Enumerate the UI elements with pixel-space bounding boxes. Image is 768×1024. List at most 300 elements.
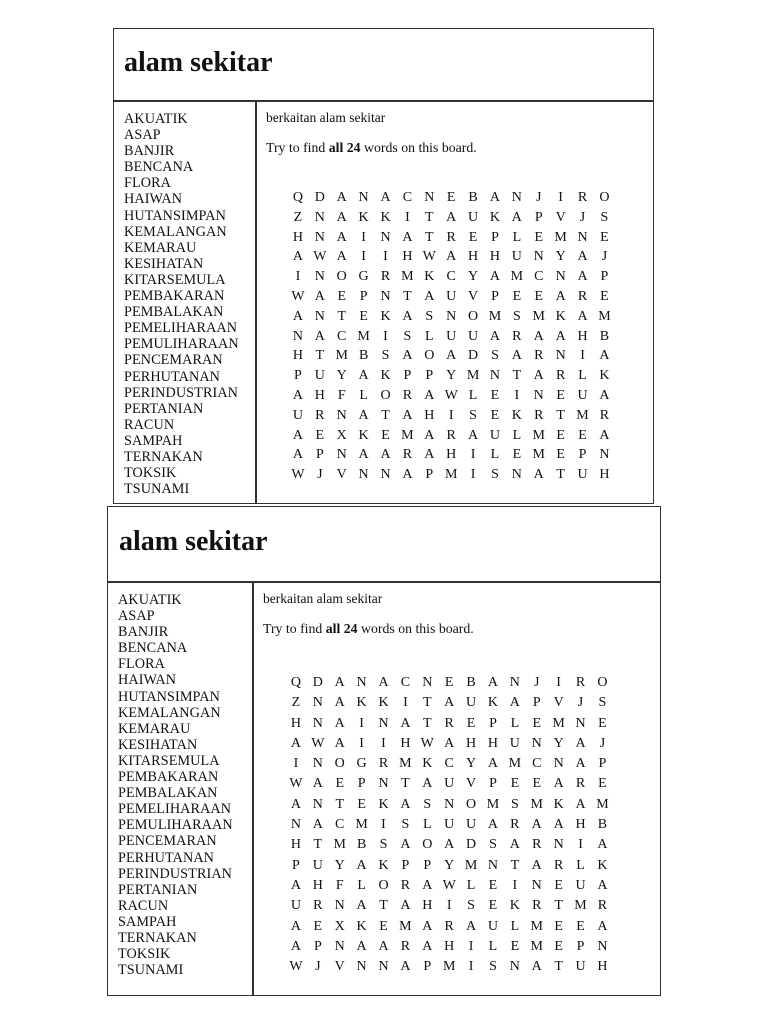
word-list-item: HUTANSIMPAN <box>118 688 220 705</box>
grid-letter: M <box>399 918 412 934</box>
grid-letter: U <box>577 467 588 483</box>
grid-letter: M <box>532 447 545 463</box>
grid-letter: A <box>336 209 347 225</box>
grid-letter: R <box>534 407 544 423</box>
grid-letter: W <box>311 735 325 751</box>
grid-letter: M <box>486 796 500 812</box>
grid-letter: N <box>334 898 345 914</box>
grid-letter: A <box>424 288 435 304</box>
word-list-item: PEMBALAKAN <box>124 304 224 321</box>
grid-letter: E <box>488 898 498 914</box>
word-list <box>108 583 254 995</box>
grid-letter: S <box>598 695 607 711</box>
grid-letter: A <box>575 735 586 751</box>
grid-letter: A <box>424 447 435 463</box>
grid-letter: K <box>356 918 367 934</box>
grid-letter: M <box>532 308 545 324</box>
grid-letter: A <box>531 857 542 873</box>
grid-letter: H <box>290 715 301 731</box>
grid-letter: E <box>488 877 498 893</box>
grid-letter: E <box>315 427 325 443</box>
grid-letter: A <box>422 918 433 934</box>
grid-letter: C <box>337 328 347 344</box>
grid-letter: W <box>442 877 456 893</box>
grid-letter: W <box>313 249 327 265</box>
grid-letter: T <box>401 776 410 792</box>
grid-letter: K <box>553 796 564 812</box>
grid-letter: T <box>403 288 412 304</box>
grid-letter: N <box>599 447 610 463</box>
grid-letter: B <box>597 817 608 833</box>
grid-letter: A <box>422 877 433 893</box>
grid-letter: N <box>378 776 389 792</box>
grid-letter: U <box>468 209 479 225</box>
grid-letter: A <box>336 249 347 265</box>
grid-letter: E <box>381 427 390 443</box>
grid-letter: P <box>491 288 499 304</box>
grid-letter: A <box>314 328 325 344</box>
grid-letter: R <box>577 190 588 205</box>
grid-letter: N <box>314 229 325 245</box>
hint-emphasis: all 24 <box>325 621 358 636</box>
grid-letter: N <box>312 695 323 711</box>
grid-letter: A <box>402 229 413 245</box>
grid-letter: A <box>402 308 413 324</box>
word-list-item: TOKSIK <box>124 465 177 482</box>
word-list-item: AKUATIK <box>118 592 182 608</box>
word-list-item: HAIWAN <box>118 672 177 689</box>
grid-letter: I <box>580 348 585 364</box>
grid-letter: A <box>511 209 522 225</box>
grid-letter: A <box>487 675 499 690</box>
grid-letter: A <box>444 695 455 711</box>
grid-letter: V <box>334 959 345 975</box>
grid-letter: A <box>336 229 347 245</box>
word-list-item: PERHUTANAN <box>118 849 215 866</box>
grid-letter: A <box>466 918 477 934</box>
word-list-item: KEMALANGAN <box>118 704 221 721</box>
grid-letter: K <box>380 308 391 324</box>
grid-letter: O <box>422 837 433 853</box>
word-list-item: KEMALANGAN <box>124 223 227 240</box>
grid-letter: M <box>508 756 522 772</box>
grid-letter: X <box>336 427 347 443</box>
grid-letter: A <box>400 715 411 731</box>
grid-letter: E <box>490 387 500 403</box>
grid-letter: I <box>558 190 563 205</box>
grid-letter: T <box>423 715 432 731</box>
grid-letter: U <box>292 407 303 423</box>
word-list-item: FLORA <box>118 656 166 673</box>
grid-letter: E <box>335 776 344 792</box>
grid-letter: P <box>315 447 324 463</box>
grid-letter: T <box>556 407 565 423</box>
grid-letter: A <box>577 269 588 285</box>
grid-letter: N <box>292 328 303 344</box>
grid-letter: R <box>555 368 566 384</box>
grid-letter: Q <box>292 190 303 205</box>
word-list-item: KESIHATAN <box>124 255 204 272</box>
grid-letter: A <box>356 938 367 954</box>
grid-letter: E <box>556 387 565 403</box>
grid-letter: U <box>446 288 457 304</box>
grid-letter: A <box>575 756 586 772</box>
grid-letter: H <box>444 938 455 954</box>
grid-letter: R <box>444 918 454 934</box>
word-list-item: PEMELIHARAAN <box>118 801 232 818</box>
grid-letter: N <box>356 959 367 975</box>
grid-letter: J <box>579 209 586 225</box>
grid-letter: A <box>575 796 586 812</box>
grid-letter: S <box>379 837 388 853</box>
hint-suffix: words on this board. <box>360 140 477 155</box>
grid-letter: A <box>555 328 566 344</box>
grid-letter: E <box>600 288 609 304</box>
grid-letter: A <box>555 288 566 304</box>
title-bar <box>108 507 660 583</box>
grid-letter: B <box>466 675 476 690</box>
grid-letter: J <box>577 695 584 711</box>
puzzle-sheet-top <box>113 28 654 504</box>
grid-letter: L <box>510 918 520 934</box>
word-list-item: SAMPAH <box>124 432 183 449</box>
grid-letter: A <box>531 817 542 833</box>
hint-suffix: words on this board. <box>357 621 474 636</box>
grid-letter: J <box>536 190 542 205</box>
grid-letter: A <box>378 938 389 954</box>
grid-letter: M <box>399 756 412 772</box>
grid-letter: R <box>532 898 542 914</box>
grid-letter: A <box>597 877 608 893</box>
grid-letter: E <box>444 675 454 690</box>
grid-letter: E <box>468 229 478 245</box>
grid-letter: K <box>599 368 610 384</box>
grid-letter: D <box>466 837 477 853</box>
grid-letter: R <box>313 898 323 914</box>
grid-letter: A <box>334 715 345 731</box>
grid-letter: A <box>334 735 345 751</box>
word-list-item: SAMPAH <box>118 913 177 930</box>
grid-letter: S <box>469 407 477 423</box>
grid-letter: U <box>487 918 499 934</box>
grid-letter: A <box>336 190 347 205</box>
grid-letter: C <box>534 269 544 285</box>
grid-letter: A <box>422 938 433 954</box>
grid-letter: H <box>577 328 588 344</box>
puzzle-hint <box>266 140 477 156</box>
grid-letter: O <box>599 190 610 205</box>
grid-letter: U <box>511 249 522 265</box>
grid-letter: N <box>358 190 369 205</box>
grid-letter: U <box>290 898 301 914</box>
grid-letter: Y <box>446 368 457 384</box>
grid-letter: A <box>290 938 301 954</box>
grid-letter: C <box>446 269 456 285</box>
grid-letter: A <box>597 918 608 934</box>
page-title: alam sekitar <box>119 526 268 557</box>
puzzle-description: berkaitan alam sekitar <box>263 591 383 606</box>
word-list-item: PEMELIHARAAN <box>124 320 238 337</box>
grid-letter: U <box>444 776 455 792</box>
grid-letter: U <box>466 695 477 711</box>
grid-letter: B <box>599 328 610 344</box>
grid-letter: A <box>290 796 301 812</box>
grid-letter: A <box>444 735 455 751</box>
grid-letter: A <box>446 348 457 364</box>
word-list-item: BENCANA <box>118 640 188 657</box>
grid-letter: R <box>510 817 520 833</box>
grid-letter: R <box>400 877 411 893</box>
grid-letter: M <box>466 368 480 384</box>
grid-letter: H <box>400 735 411 751</box>
grid-letter: S <box>489 959 497 975</box>
grid-letter: I <box>359 735 364 751</box>
letter-grid <box>287 188 615 485</box>
grid-letter: N <box>312 756 323 772</box>
grid-letter: P <box>425 467 434 483</box>
word-list-item: PERINDUSTRIAN <box>124 384 239 401</box>
word-list-item: KESIHATAN <box>118 736 198 753</box>
grid-letter: Y <box>468 269 479 285</box>
grid-letter: A <box>424 387 435 403</box>
grid-letter: P <box>403 368 412 384</box>
word-list-item: PEMBAKARAN <box>124 288 225 305</box>
word-list-item: AKUATIK <box>124 111 188 127</box>
grid-letter: H <box>489 249 501 265</box>
grid-letter: M <box>576 407 589 423</box>
grid-letter: I <box>512 877 518 893</box>
grid-letter: P <box>294 368 302 384</box>
grid-letter: H <box>446 447 457 463</box>
grid-letter: N <box>553 837 564 853</box>
grid-letter: I <box>446 898 452 914</box>
grid-letter: A <box>358 447 369 463</box>
grid-letter: A <box>356 898 367 914</box>
grid-letter: N <box>553 756 564 772</box>
grid-letter: R <box>315 407 325 423</box>
word-list-item: TERNAKAN <box>124 448 203 465</box>
grid-letter: R <box>575 675 586 690</box>
grid-letter: Y <box>334 857 345 873</box>
grid-letter: M <box>335 348 348 364</box>
grid-letter: A <box>312 817 323 833</box>
grid-letter: S <box>401 817 410 833</box>
grid-letter: A <box>402 467 413 483</box>
grid-letter: S <box>600 209 609 225</box>
grid-letter: Y <box>336 368 347 384</box>
word-list-item: BANJIR <box>118 624 169 641</box>
word-list-item: HUTANSIMPAN <box>124 207 226 224</box>
grid-letter: A <box>290 877 301 893</box>
grid-letter: A <box>599 427 610 443</box>
grid-letter: E <box>512 447 522 463</box>
grid-letter: W <box>444 387 458 403</box>
grid-letter: T <box>313 837 323 853</box>
word-list-item: ASAP <box>118 608 155 625</box>
grid-letter: N <box>312 796 323 812</box>
word-list-item: BENCANA <box>124 159 194 176</box>
grid-letter: A <box>446 249 457 265</box>
title-bar <box>114 29 653 102</box>
grid-letter: A <box>334 675 345 690</box>
grid-letter: B <box>358 348 369 364</box>
grid-letter: D <box>314 190 325 205</box>
grid-letter: K <box>597 857 608 873</box>
grid-letter: A <box>509 837 520 853</box>
grid-letter: N <box>380 229 391 245</box>
grid-letter: A <box>444 837 455 853</box>
grid-letter: N <box>380 288 391 304</box>
grid-letter: W <box>291 467 305 483</box>
grid-letter: K <box>422 756 433 772</box>
grid-letter: V <box>468 288 479 304</box>
grid-letter: Z <box>291 695 301 711</box>
grid-letter: M <box>530 938 543 954</box>
grid-letter: A <box>533 368 544 384</box>
grid-letter: H <box>424 407 435 423</box>
grid-letter: H <box>314 387 325 403</box>
grid-letter: G <box>358 269 369 285</box>
grid-letter: T <box>512 368 522 384</box>
grid-letter: S <box>467 898 475 914</box>
grid-letter: T <box>554 959 563 975</box>
word-list-item: PERINDUSTRIAN <box>118 865 233 882</box>
grid-letter: J <box>601 249 608 265</box>
grid-letter: U <box>314 368 325 384</box>
grid-letter: L <box>490 447 500 463</box>
grid-letter: A <box>380 190 391 205</box>
word-list-item: KITARSEMULA <box>124 271 226 288</box>
grid-letter: E <box>576 918 585 934</box>
grid-letter: M <box>401 269 414 285</box>
grid-letter: M <box>598 308 611 324</box>
hint-emphasis: all 24 <box>328 140 361 155</box>
word-list-item: RACUN <box>124 416 175 433</box>
grid-letter: I <box>293 756 299 772</box>
grid-letter: R <box>378 756 389 772</box>
grid-letter: N <box>314 269 325 285</box>
grid-letter: A <box>400 959 411 975</box>
grid-letter: M <box>401 427 414 443</box>
grid-letter: N <box>509 675 520 690</box>
grid-letter: E <box>600 229 609 245</box>
grid-letter: E <box>556 447 565 463</box>
grid-letter: A <box>487 756 499 772</box>
grid-letter: A <box>292 249 303 265</box>
grid-letter: P <box>359 288 368 304</box>
grid-letter: L <box>359 387 368 403</box>
grid-letter: R <box>444 715 454 731</box>
grid-letter: J <box>599 735 606 751</box>
grid-letter: H <box>312 877 323 893</box>
grid-letter: S <box>381 348 390 364</box>
grid-letter: P <box>423 857 432 873</box>
grid-letter: I <box>383 249 388 265</box>
grid-letter: K <box>511 407 522 423</box>
grid-letter: A <box>553 776 564 792</box>
grid-letter: R <box>597 898 608 914</box>
grid-letter: A <box>599 348 610 364</box>
grid-letter: E <box>512 288 522 304</box>
grid-letter: V <box>555 209 566 225</box>
grid-letter: I <box>468 959 474 975</box>
grid-letter: O <box>468 308 479 324</box>
grid-letter: U <box>444 817 455 833</box>
grid-letter: E <box>578 427 587 443</box>
grid-letter: U <box>489 427 501 443</box>
grid-letter: E <box>446 190 456 205</box>
grid-letter: I <box>470 447 476 463</box>
grid-letter: M <box>530 918 543 934</box>
hint-count: 24 <box>343 621 358 636</box>
grid-letter: E <box>337 288 346 304</box>
grid-letter: L <box>468 387 478 403</box>
word-list-item: TSUNAMI <box>118 962 184 979</box>
grid-letter: A <box>577 308 588 324</box>
grid-letter: A <box>290 735 301 751</box>
word-list-item: PEMULIHARAAN <box>118 817 233 834</box>
grid-letter: E <box>554 918 563 934</box>
grid-letter: I <box>470 467 476 483</box>
grid-letter: R <box>380 269 391 285</box>
grid-letter: A <box>334 695 345 711</box>
grid-letter: T <box>381 407 390 423</box>
grid-letter: U <box>446 328 457 344</box>
grid-letter: I <box>383 328 388 344</box>
grid-letter: S <box>425 308 434 324</box>
grid-letter: I <box>361 229 366 245</box>
grid-letter: H <box>599 467 610 483</box>
grid-letter: M <box>510 269 524 285</box>
grid-letter: P <box>292 857 300 873</box>
grid-letter: O <box>378 877 389 893</box>
grid-letter: P <box>532 695 541 711</box>
grid-letter: C <box>335 817 345 833</box>
grid-letter: U <box>577 387 588 403</box>
word-list-item: PEMBALAKAN <box>118 785 218 802</box>
grid-letter: A <box>402 407 413 423</box>
grid-letter: O <box>424 348 435 364</box>
grid-letter: V <box>466 776 477 792</box>
grid-letter: N <box>334 938 345 954</box>
grid-letter: A <box>489 190 501 205</box>
grid-letter: N <box>358 467 369 483</box>
grid-letter: K <box>378 695 389 711</box>
grid-letter: O <box>380 387 391 403</box>
grid-letter: N <box>509 959 520 975</box>
grid-letter: W <box>422 249 436 265</box>
grid-letter: N <box>575 715 586 731</box>
grid-letter: F <box>335 877 344 893</box>
grid-letter: Q <box>290 675 301 690</box>
grid-letter: N <box>380 467 391 483</box>
grid-letter: N <box>597 938 608 954</box>
grid-letter: A <box>290 918 301 934</box>
grid-letter: E <box>532 715 542 731</box>
grid-letter: M <box>442 959 456 975</box>
grid-letter: I <box>556 675 561 690</box>
grid-letter: S <box>403 328 412 344</box>
grid-letter: P <box>598 756 607 772</box>
puzzle-description: berkaitan alam sekitar <box>266 110 386 125</box>
puzzle-sheet-bottom <box>107 506 661 996</box>
grid-letter: M <box>333 837 346 853</box>
grid-letter: N <box>424 190 435 205</box>
grid-letter: N <box>511 190 522 205</box>
grid-letter: N <box>378 959 389 975</box>
grid-letter: A <box>533 467 544 483</box>
grid-letter: E <box>532 776 542 792</box>
